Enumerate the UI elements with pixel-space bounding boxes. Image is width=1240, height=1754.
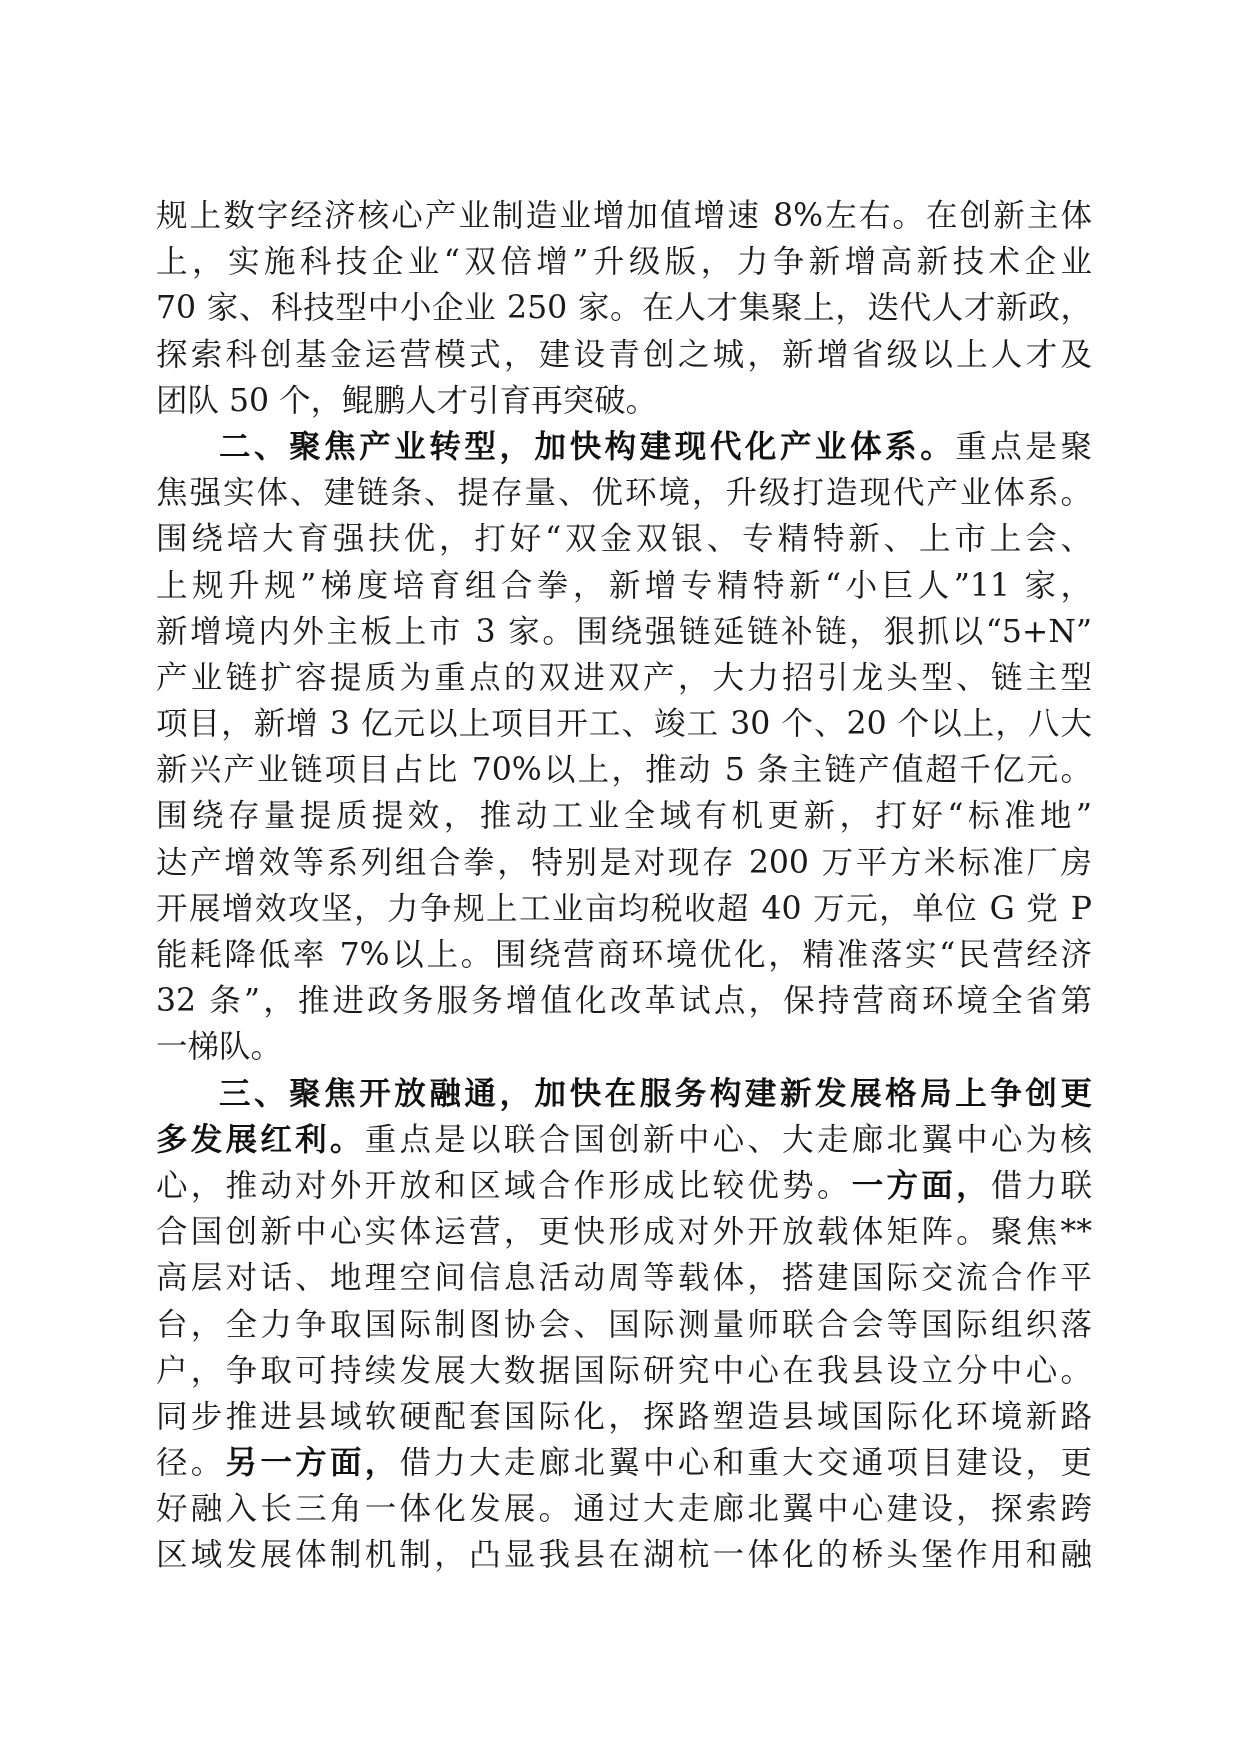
para2-line-2: 焦强实体、建链条、提存量、优环境，升级打造现代产业体系。 [156,475,1092,512]
para1-line-5: 团队 50 个，鲲鹏人才引育再突破。 [156,382,658,419]
para3-line-7: 户，争取可持续发展大数据国际研究中心在我县设立分中心。 [156,1352,1092,1389]
para3-line-10: 好融入长三角一体化发展。通过大走廊北翼中心建设，探索跨 [156,1491,1092,1528]
para2-line-14: 一梯队。 [156,1029,283,1066]
para2-line-12: 能耗降低率 7%以上。围绕营商环境优化，精准落实“民营经济 [156,937,1092,973]
section-heading-3-line-1: 三、聚焦开放融通，加快在服务构建新发展格局上争创更 [219,1075,1092,1112]
para3-line-2-text: 重点是以联合国创新中心、大走廊北翼中心为核 [364,1121,1092,1158]
emphasis-other-side: 另一方面， [225,1445,400,1482]
para3-line-9-text-a: 径。 [156,1445,226,1482]
para3-line-3 [156,1163,1092,1209]
section-heading-3-line-2: 多发展红利。 [156,1121,365,1158]
para3-line-5: 高层对话、地理空间信息活动周等载体，搭建国际交流合作平 [156,1260,1092,1297]
para3-line-8: 同步推进县域软硬配套国际化，探路塑造县域国际化环境新路 [156,1398,1092,1435]
para3-line-11: 区域发展体制机制，凸显我县在湖杭一体化的桥头堡作用和融 [156,1537,1092,1574]
para1-line-2: 上，实施科技企业“双倍增”升级版，力争新增高新技术企业 [156,244,1092,281]
para2-line-5: 新增境内外主板上市 3 家。围绕强链延链补链，狠抓以“5+N” [156,613,1092,650]
para3-line-2 [156,1117,1092,1163]
para3-line-6: 台，全力争取国际制图协会、国际测量师联合会等国际组织落 [156,1306,1092,1343]
para1-line-3: 70 家、科技型中小企业 250 家。在人才集聚上，迭代人才新政， [156,290,1092,327]
para3-line-9 [156,1440,1092,1486]
para2-line-6: 产业链扩容提质为重点的双进双产，大力招引龙头型、链主型 [156,659,1092,696]
para3-line-3-text-a: 心，推动对外开放和区域合作形成比较优势。 [156,1167,852,1204]
para2-line-8: 新兴产业链项目占比 70%以上，推动 5 条主链产值超千亿元。 [156,752,1092,789]
body-text [156,193,1092,1579]
para3-line-4: 合国创新中心实体运营，更快形成对外开放载体矩阵。聚焦** [156,1214,1092,1251]
para3-line-3-text-b: 借力联 [990,1167,1092,1204]
para2-line-3: 围绕培大育强扶优，打好“双金双银、专精特新、上市上会、 [156,521,1092,558]
para2-line-13: 32 条”，推进政务服务增值化改革试点，保持营商环境全省第 [156,983,1092,1020]
para1-line-1: 规上数字经济核心产业制造业增加值增速 8%左右。在创新主体 [156,198,1092,234]
section-heading-2: 二、聚焦产业转型，加快构建现代化产业体系。 [219,428,956,465]
emphasis-one-side: 一方面， [851,1167,991,1204]
para2-line-4: 上规升规”梯度培育组合拳，新增专精特新“小巨人”11 家， [156,567,1092,604]
para2-line-1-text: 重点是聚 [955,428,1092,465]
para1-line-4: 探索科创基金运营模式，建设青创之城，新增省级以上人才及 [156,336,1092,373]
para2-line-7: 项目，新增 3 亿元以上项目开工、竣工 30 个、20 个以上，八大 [156,706,1092,743]
para2-line-11: 开展增效攻坚，力争规上工业亩均税收超 40 万元，单位 G 党 P [156,890,1092,927]
para2-line-10: 达产增效等系列组合拳，特别是对现存 200 万平方米标准厂房 [156,844,1092,881]
para2-line-1 [156,424,1092,470]
para3-line-9-text-b: 借力大走廊北翼中心和重大交通项目建设，更 [399,1445,1092,1482]
para2-line-9: 围绕存量提质提效，推动工业全域有机更新，打好“标准地” [156,798,1092,835]
